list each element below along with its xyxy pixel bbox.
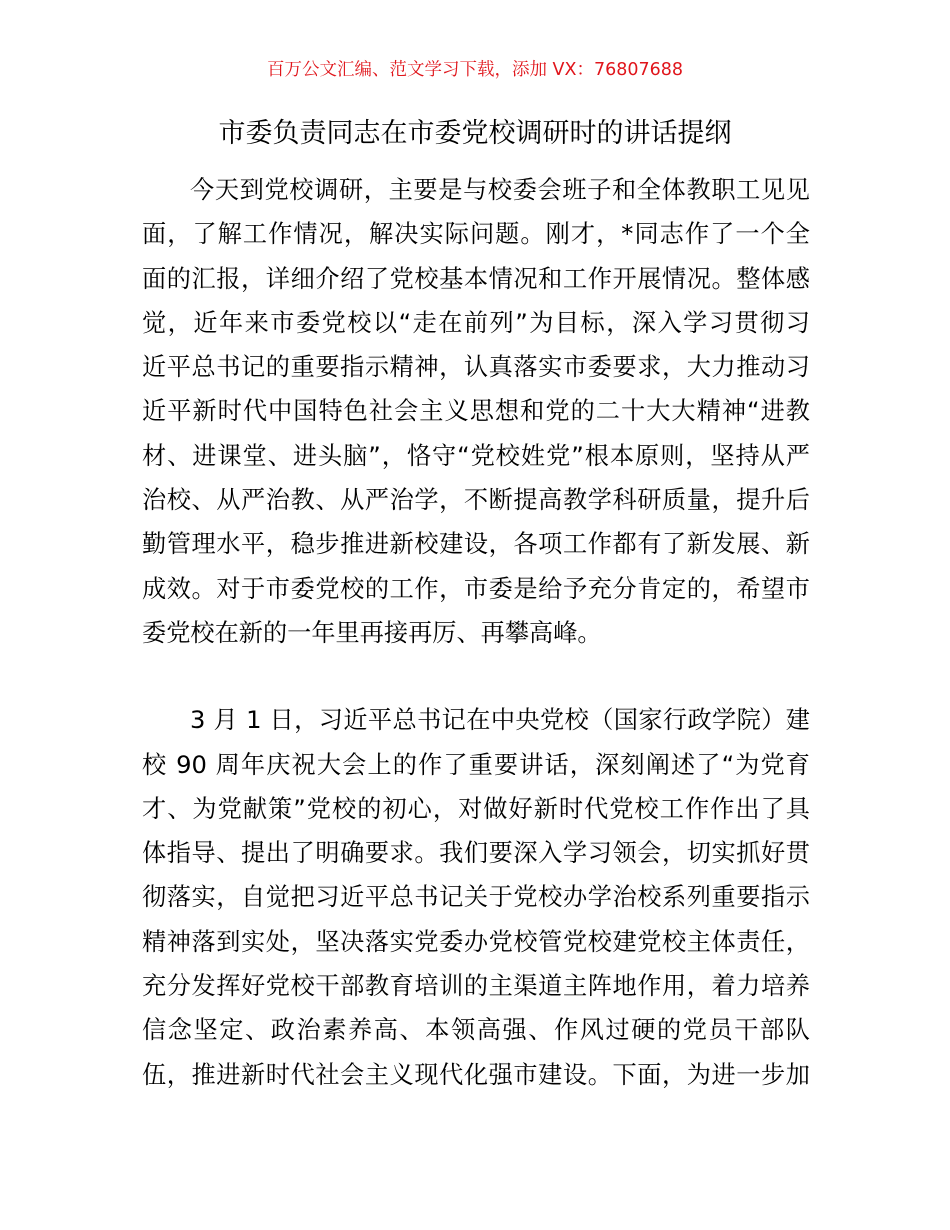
paragraph [142, 168, 810, 655]
text-line: 今天到党校调研，主要是与校委会班子和全体教职工见见 [190, 176, 810, 204]
text-line: 充分发挥好党校干部教育培训的主渠道主阵地作用，着力培养 [142, 972, 810, 1001]
text-line: 勤管理水平，稳步推进新校建设，各项工作都有了新发展、新 [142, 530, 810, 559]
text-line: 治校、从严治教、从严治学，不断提高教学科研质量，提升后 [142, 486, 810, 515]
document-body [142, 168, 810, 1140]
text-line: 体指导、提出了明确要求。我们要深入学习领会，切实抓好贯 [142, 839, 810, 868]
text-line: 材、进课堂、进头脑”，恪守“党校姓党”根本原则，坚持从严 [142, 441, 810, 470]
text-line: 面的汇报，详细介绍了党校基本情况和工作开展情况。整体感 [142, 264, 810, 293]
text-line: 信念坚定、政治素养高、本领高强、作风过硬的党员干部队 [142, 1016, 810, 1045]
text-line: 才、为党献策”党校的初心，对做好新时代党校工作作出了具 [142, 794, 810, 823]
text-line: 近平新时代中国特色社会主义思想和党的二十大大精神“进教 [142, 397, 810, 426]
text-line: 校 90 周年庆祝大会上的作了重要讲话，深刻阐述了“为党育 [142, 750, 810, 779]
text-line: 精神落到实处，坚决落实党委办党校管党校建党校主体责任， [142, 927, 810, 956]
watermark-header: 百万公文汇编、范文学习下载，添加 VX：76807688 [266, 60, 684, 80]
text-line: 彻落实，自觉把习近平总书记关于党校办学治校系列重要指示 [142, 883, 810, 912]
text-line: 伍，推进新时代社会主义现代化强市建设。下面，为进一步加 [142, 1060, 810, 1089]
text-line: 面，了解工作情况，解决实际问题。刚才，*同志作了一个全 [142, 220, 810, 249]
text-line: 近平总书记的重要指示精神，认真落实市委要求，大力推动习 [142, 353, 810, 382]
text-line: 觉，近年来市委党校以“走在前列”为目标，深入学习贯彻习 [142, 308, 810, 337]
text-line: 3 月 1 日，习近平总书记在中央党校（国家行政学院）建 [190, 706, 810, 735]
text-line: 委党校在新的一年里再接再厉、再攀高峰。 [142, 618, 602, 647]
text-line: 成效。对于市委党校的工作，市委是给予充分肯定的，希望市 [142, 574, 810, 603]
paragraph [142, 698, 810, 1097]
document-title: 市委负责同志在市委党校调研时的讲话提纲 [218, 118, 732, 149]
